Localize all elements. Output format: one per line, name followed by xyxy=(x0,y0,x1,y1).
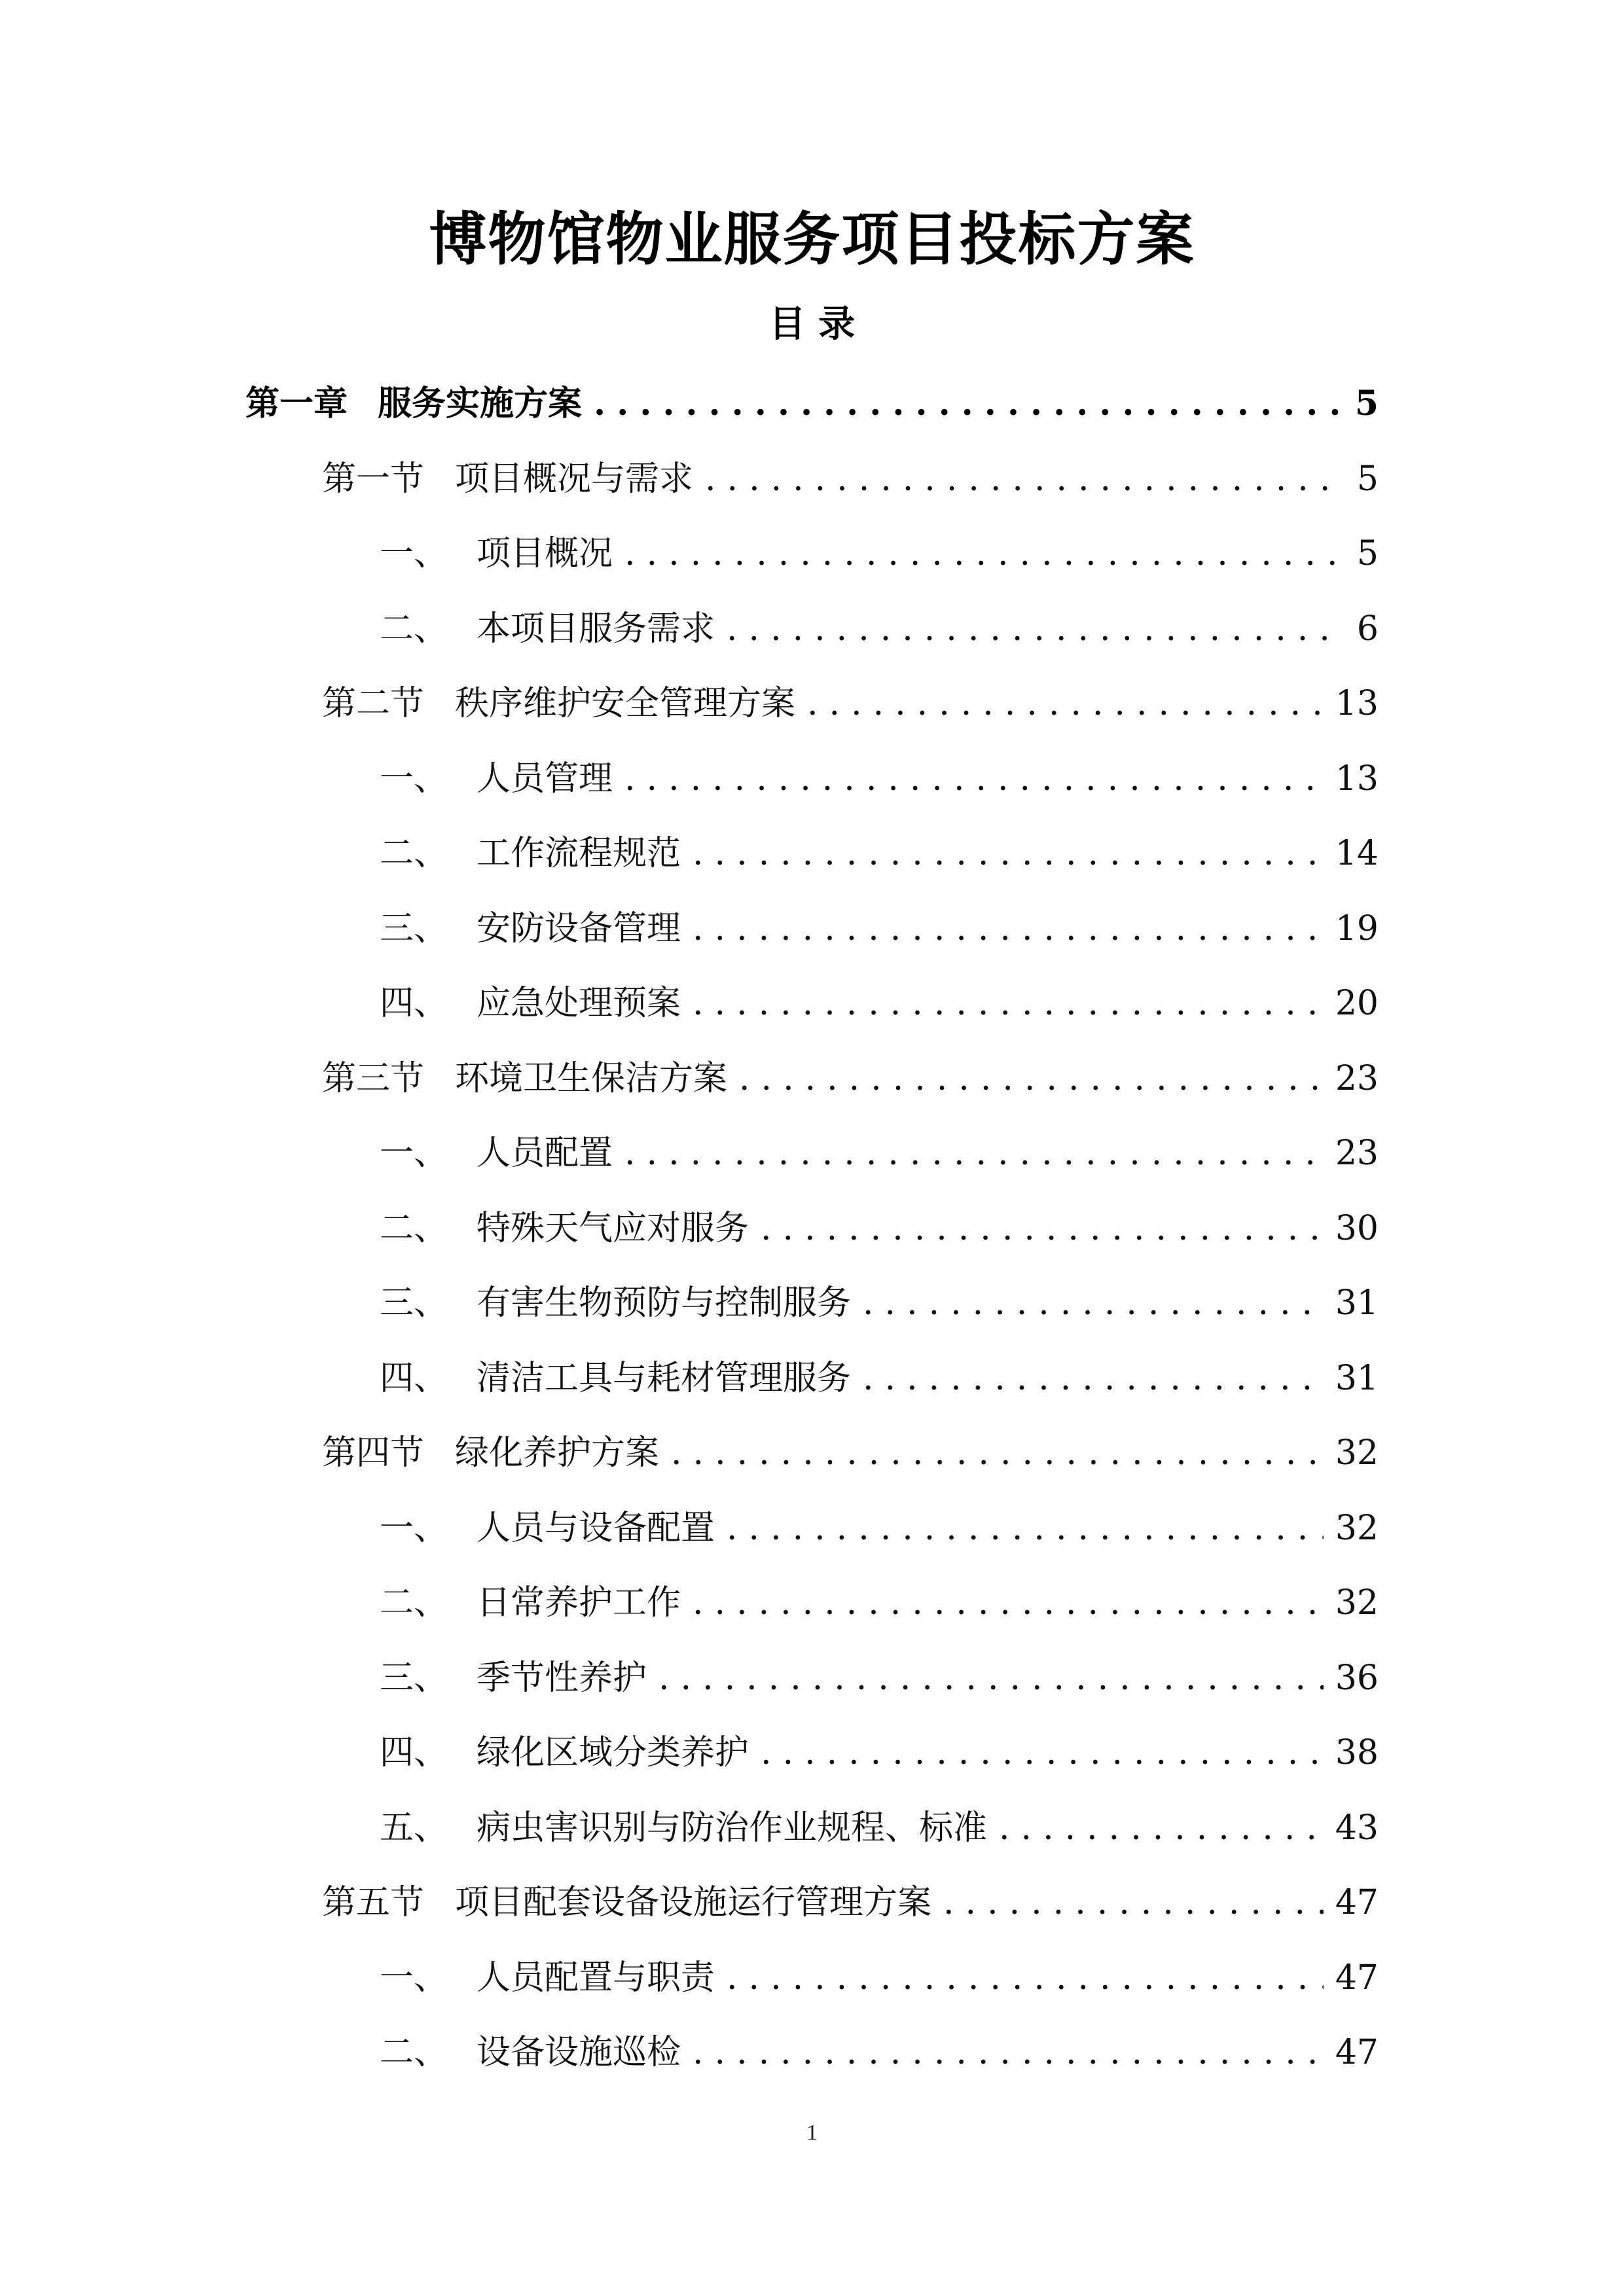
toc-entry-number: 第四节 xyxy=(322,1433,425,1473)
toc-entry-page: 32 xyxy=(1335,1508,1379,1548)
toc-entry-number: 二、 xyxy=(380,1583,448,1623)
toc-dot-leader xyxy=(727,1941,1324,2015)
toc-entry-number: 第二节 xyxy=(322,684,425,723)
toc-entry-page: 5 xyxy=(1356,534,1379,573)
toc-entry[interactable] xyxy=(380,1491,1379,1566)
toc-entry[interactable] xyxy=(380,592,1379,666)
toc-entry-page: 47 xyxy=(1335,1883,1379,1922)
toc-entry-page: 38 xyxy=(1335,1733,1379,1772)
toc-entry-number: 四、 xyxy=(380,984,448,1023)
toc-entry[interactable] xyxy=(380,1566,1379,1640)
toc-entry-title: 安防设备管理 xyxy=(477,908,681,948)
toc-entry[interactable] xyxy=(322,1416,1379,1490)
toc-entry[interactable] xyxy=(380,516,1379,591)
toc-entry[interactable] xyxy=(245,367,1379,441)
toc-entry-number: 一、 xyxy=(380,1134,448,1173)
toc-entry-title: 秩序维护安全管理方案 xyxy=(455,684,796,723)
toc-entry-number: 二、 xyxy=(380,1208,448,1248)
toc-entry-number: 一、 xyxy=(380,1958,448,1998)
toc-entry-title: 清洁工具与耗材管理服务 xyxy=(477,1358,852,1398)
toc-entry[interactable] xyxy=(322,442,1379,516)
toc-entry-title: 环境卫生保洁方案 xyxy=(455,1058,728,1098)
toc-dot-leader xyxy=(863,1266,1324,1340)
toc-entry[interactable] xyxy=(380,1641,1379,1715)
toc-entry-page: 13 xyxy=(1335,759,1379,798)
toc-dot-leader xyxy=(594,367,1341,441)
toc-entry[interactable] xyxy=(380,1341,1379,1416)
toc-entry-page: 23 xyxy=(1335,1058,1379,1098)
toc-entry-title: 项目概况与需求 xyxy=(455,459,694,499)
toc-entry-page: 30 xyxy=(1335,1208,1379,1248)
toc-entry[interactable] xyxy=(380,2015,1379,2090)
toc-entry-page: 5 xyxy=(1356,459,1379,499)
toc-entry[interactable] xyxy=(380,816,1379,891)
toc-dot-leader xyxy=(807,666,1324,741)
toc-entry-page: 32 xyxy=(1335,1583,1379,1623)
toc-entry[interactable] xyxy=(380,1266,1379,1340)
footer-page-number: 1 xyxy=(806,2121,818,2145)
toc-entry[interactable] xyxy=(380,1116,1379,1191)
toc-dot-leader xyxy=(761,1191,1324,1266)
toc-entry-title: 特殊天气应对服务 xyxy=(477,1208,749,1248)
toc-dot-leader xyxy=(693,966,1324,1041)
toc-entry-page: 19 xyxy=(1335,908,1379,948)
toc-entry-page: 31 xyxy=(1335,1283,1379,1323)
toc-entry-number: 三、 xyxy=(380,1658,448,1698)
toc-dot-leader xyxy=(671,1416,1324,1490)
toc-entry-page: 6 xyxy=(1356,609,1379,649)
toc-entry-number: 四、 xyxy=(380,1733,448,1772)
toc-entry-title: 人员配置 xyxy=(477,1134,613,1173)
toc-entry-title: 项目概况 xyxy=(477,534,613,573)
toc-entry[interactable] xyxy=(380,1191,1379,1266)
toc-entry-number: 第一章 xyxy=(245,384,348,423)
toc-entry-number: 三、 xyxy=(380,1283,448,1323)
toc-entry-number: 四、 xyxy=(380,1358,448,1398)
toc-entry-page: 5 xyxy=(1354,384,1379,423)
toc-dot-leader xyxy=(624,1116,1324,1191)
toc-entry-title: 设备设施巡检 xyxy=(477,2033,681,2072)
toc-entry-number: 第一节 xyxy=(322,459,425,499)
toc-entry[interactable] xyxy=(322,1865,1379,1940)
toc-entry[interactable] xyxy=(380,966,1379,1041)
toc-dot-leader xyxy=(727,1491,1324,1566)
toc-entry-page: 43 xyxy=(1335,1808,1379,1848)
toc-entry-title: 病虫害识别与防治作业规程、标准 xyxy=(477,1808,988,1848)
toc-dot-leader xyxy=(761,1715,1324,1790)
toc-dot-leader xyxy=(943,1865,1324,1940)
toc-dot-leader xyxy=(863,1341,1324,1416)
toc-entry[interactable] xyxy=(322,666,1379,741)
toc-entry-number: 二、 xyxy=(380,2033,448,2072)
toc-entry-page: 36 xyxy=(1335,1658,1379,1698)
toc-entry-title: 服务实施方案 xyxy=(378,384,583,423)
toc-dot-leader xyxy=(727,592,1341,666)
toc-entry-title: 有害生物预防与控制服务 xyxy=(477,1283,852,1323)
toc-dot-leader xyxy=(693,816,1324,891)
document-title: 博物馆物业服务项目投标方案 xyxy=(429,205,1195,273)
toc-entry-page: 14 xyxy=(1335,834,1379,873)
toc-dot-leader xyxy=(624,742,1324,816)
toc-entry-number: 二、 xyxy=(380,834,448,873)
toc-entry-title: 绿化养护方案 xyxy=(455,1433,660,1473)
toc-entry-page: 47 xyxy=(1335,2033,1379,2072)
toc-entry-title: 本项目服务需求 xyxy=(477,609,715,649)
toc-entry[interactable] xyxy=(322,1041,1379,1116)
toc-entry-page: 47 xyxy=(1335,1958,1379,1998)
toc-entry-page: 20 xyxy=(1335,984,1379,1023)
toc-entry-title: 项目配套设备设施运行管理方案 xyxy=(455,1883,932,1922)
toc-entry-page: 31 xyxy=(1335,1358,1379,1398)
toc-entry-title: 应急处理预案 xyxy=(477,984,681,1023)
toc-dot-leader xyxy=(659,1641,1324,1715)
toc-entry-page: 13 xyxy=(1335,684,1379,723)
toc-entry-title: 工作流程规范 xyxy=(477,834,681,873)
toc-entry[interactable] xyxy=(380,1715,1379,1790)
toc-entry-number: 一、 xyxy=(380,1508,448,1548)
toc-entry-title: 人员配置与职责 xyxy=(477,1958,715,1998)
toc-entry-title: 日常养护工作 xyxy=(477,1583,681,1623)
toc-entry-number: 第五节 xyxy=(322,1883,425,1922)
toc-entry-number: 三、 xyxy=(380,908,448,948)
toc-entry-number: 一、 xyxy=(380,534,448,573)
toc-entry-page: 23 xyxy=(1335,1134,1379,1173)
toc-entry[interactable] xyxy=(380,1941,1379,2015)
toc-entry[interactable] xyxy=(380,1791,1379,1865)
toc-dot-leader xyxy=(693,891,1324,966)
toc-dot-leader xyxy=(739,1041,1324,1116)
toc-entry-number: 五、 xyxy=(380,1808,448,1848)
toc-dot-leader xyxy=(624,516,1341,591)
toc-dot-leader xyxy=(705,442,1341,516)
toc-entry-number: 二、 xyxy=(380,609,448,649)
toc-entry-number: 一、 xyxy=(380,759,448,798)
toc-entry-number: 第三节 xyxy=(322,1058,425,1098)
toc-entry[interactable] xyxy=(380,891,1379,966)
toc-entry-title: 人员管理 xyxy=(477,759,613,798)
toc-entry[interactable] xyxy=(380,742,1379,816)
toc-entry-title: 人员与设备配置 xyxy=(477,1508,715,1548)
toc-entry-title: 绿化区域分类养护 xyxy=(477,1733,749,1772)
toc-entry-title: 季节性养护 xyxy=(477,1658,647,1698)
toc-entry-page: 32 xyxy=(1335,1433,1379,1473)
toc-heading: 目 录 xyxy=(768,302,856,346)
toc-dot-leader xyxy=(693,2015,1324,2090)
toc-dot-leader xyxy=(693,1566,1324,1640)
toc-dot-leader xyxy=(999,1791,1324,1865)
